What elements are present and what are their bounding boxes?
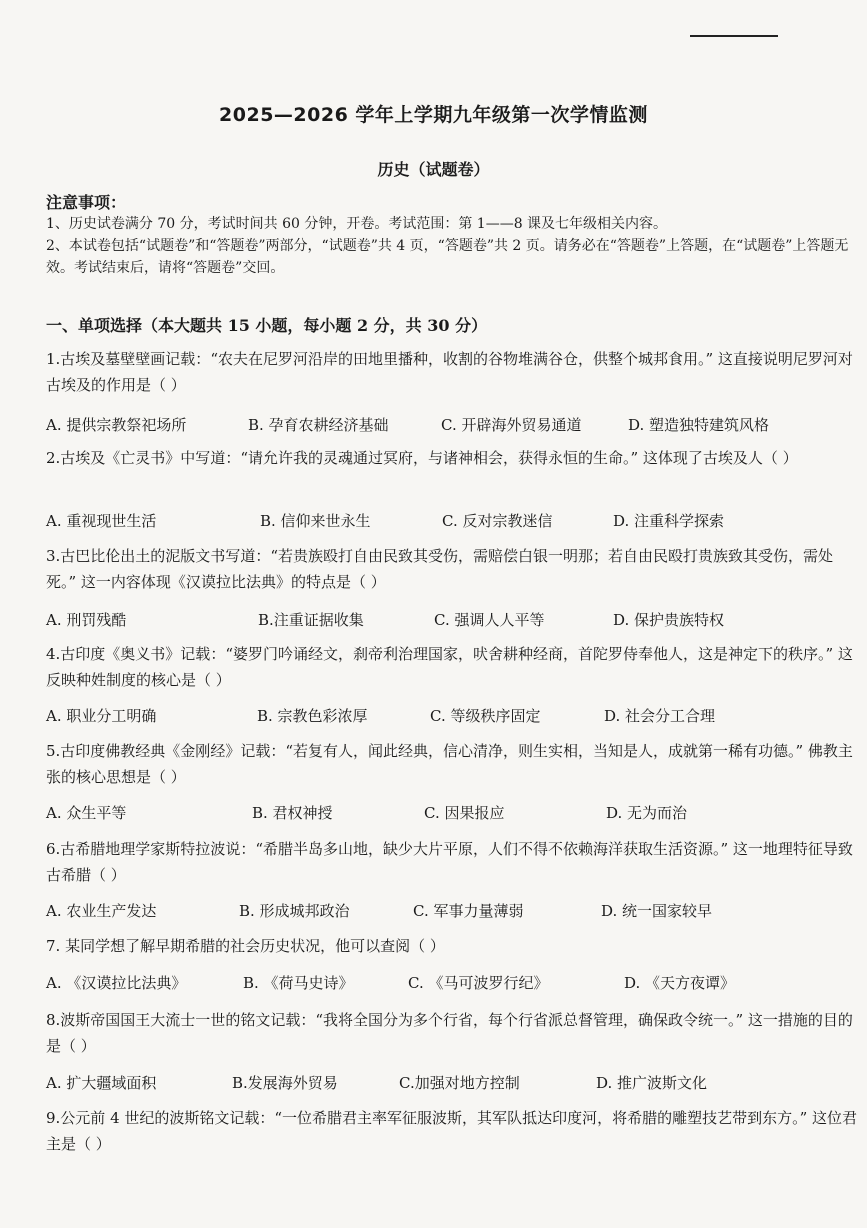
option-a[interactable]: A. 职业分工明确 [46,707,157,725]
note-item: 2、本试卷包括“试题卷”和“答题卷”两部分，“试题卷”共 4 页，“答题卷”共 2 页。请务必在“答题卷”上答题，在“试题卷”上答题无效。考试结束后，请将“答题卷”交回。 [46,238,849,276]
option-b[interactable]: B. 宗教色彩浓厚 [257,707,368,725]
option-d[interactable]: D. 塑造独特建筑风格 [628,416,770,434]
question-4-options [46,705,858,729]
notes-heading: 注意事项： [46,193,127,212]
option-a[interactable]: A. 众生平等 [46,804,127,822]
option-c[interactable]: C. 开辟海外贸易通道 [441,416,582,434]
option-c[interactable]: C.加强对地方控制 [399,1074,520,1092]
question-1-options [46,414,858,438]
option-a[interactable]: A. 农业生产发达 [46,902,157,920]
option-d[interactable]: D. 推广波斯文化 [596,1074,708,1092]
option-c[interactable]: C. 反对宗教迷信 [442,512,553,530]
question-2-stem: 2.古埃及《亡灵书》中写道：“请允许我的灵魂通过冥府，与诸神相会，获得永恒的生命。” 这体现了古埃及人（ ） [46,449,798,467]
question-9-stem: 9.公元前 4 世纪的波斯铭文记载：“一位希腊君主率军征服波斯，其军队抵达印度河，将希腊的雕塑技艺带到东方。” 这位君主是（ ） [46,1109,858,1153]
option-a[interactable]: A. 重视现世生活 [46,512,157,530]
option-c[interactable]: C. 因果报应 [424,804,505,822]
question-4-stem: 4.古印度《奥义书》记载：“婆罗门吟诵经文，刹帝利治理国家，吠舍耕种经商，首陀罗侍奉他人，这是神定下的秩序。” 这反映种姓制度的核心是（ ） [46,645,853,689]
option-b[interactable]: B. 信仰来世永生 [260,512,371,530]
question-6-stem: 6.古希腊地理学家斯特拉波说：“希腊半岛多山地，缺少大片平原，人们不得不依赖海洋获取生活资源。” 这一地理特征导致古希腊（ ） [46,840,853,884]
top-rule [690,35,778,37]
question-8-options [46,1072,858,1096]
exam-subtitle: 历史（试题卷） [377,160,490,179]
option-b[interactable]: B. 君权神授 [252,804,333,822]
option-d[interactable]: D. 统一国家较早 [601,902,713,920]
option-b[interactable]: B.注重证据收集 [258,611,364,629]
option-d[interactable]: D. 无为而治 [606,804,688,822]
exam-title: 2025—2026 学年上学期九年级第一次学情监测 [219,104,648,126]
option-d[interactable]: D. 《天方夜谭》 [624,974,736,992]
option-c[interactable]: C. 强调人人平等 [434,611,545,629]
option-d[interactable]: D. 注重科学探索 [613,512,725,530]
question-3-stem: 3.古巴比伦出土的泥版文书写道：“若贵族殴打自由民致其受伤，需赔偿白银一明那；若自由民殴打贵族致其受伤，需处死。” 这一内容体现《汉谟拉比法典》的特点是（ ） [46,547,833,591]
option-b[interactable]: B. 孕育农耕经济基础 [248,416,389,434]
option-a[interactable]: A. 扩大疆域面积 [46,1074,157,1092]
option-a[interactable]: A. 《汉谟拉比法典》 [46,974,187,992]
note-item: 1、历史试卷满分 70 分，考试时间共 60 分钟，开卷。考试范围：第 1——8 课及七年级相关内容。 [46,216,668,232]
option-a[interactable]: A. 提供宗教祭祀场所 [46,416,187,434]
option-c[interactable]: C. 等级秩序固定 [430,707,541,725]
question-2-options [46,510,858,534]
question-3-options [46,609,858,633]
option-a[interactable]: A. 刑罚残酷 [46,611,127,629]
option-b[interactable]: B. 形成城邦政治 [239,902,350,920]
question-6-options [46,900,858,924]
option-c[interactable]: C. 军事力量薄弱 [413,902,524,920]
option-b[interactable]: B. 《荷马史诗》 [243,974,354,992]
option-c[interactable]: C. 《马可波罗行纪》 [408,974,549,992]
option-b[interactable]: B.发展海外贸易 [232,1074,338,1092]
question-5-options [46,802,858,826]
question-7-options [46,972,858,996]
option-d[interactable]: D. 保护贵族特权 [613,611,725,629]
question-1-stem: 1.古埃及墓壁壁画记载：“农夫在尼罗河沿岸的田地里播种，收割的谷物堆满谷仓，供整个城邦食用。” 这直接说明尼罗河对古埃及的作用是（ ） [46,350,853,394]
option-d[interactable]: D. 社会分工合理 [604,707,716,725]
question-8-stem: 8.波斯帝国国王大流士一世的铭文记载：“我将全国分为多个行省，每个行省派总督管理，确保政令统一。” 这一措施的目的是（ ） [46,1011,853,1055]
question-7-stem: 7. 某同学想了解早期希腊的社会历史状况，他可以查阅（ ） [46,937,445,955]
notes-list [46,213,861,279]
question-5-stem: 5.古印度佛教经典《金刚经》记载：“若复有人，闻此经典，信心清净，则生实相，当知是人，成就第一稀有功德。” 佛教主张的核心思想是（ ） [46,742,853,786]
section-heading: 一、单项选择（本大题共 15 小题，每小题 2 分，共 30 分） [46,316,488,335]
